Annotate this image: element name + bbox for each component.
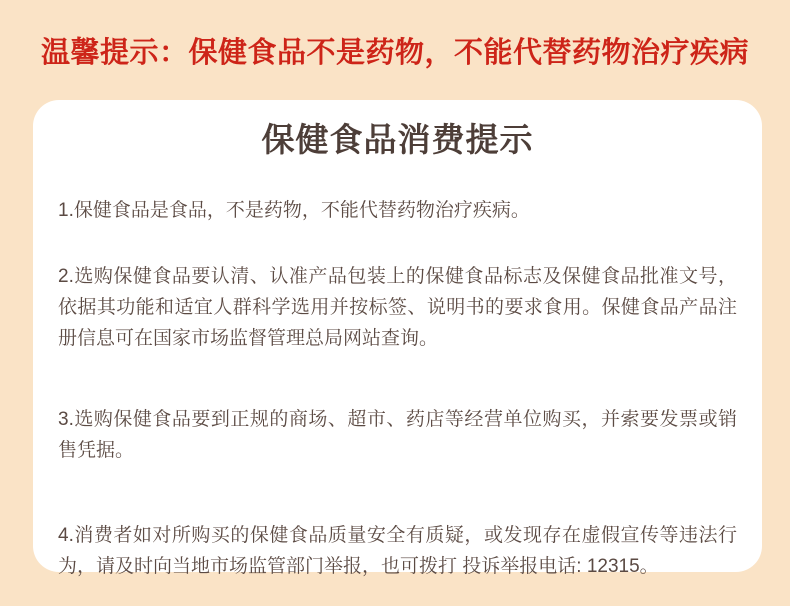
notice-paragraph-3: 3.选购保健食品要到正规的商场、超市、药店等经营单位购买，并索要发票或销售凭据。 [58,409,737,461]
notice-paragraph-1: 1.保健食品是食品，不是药物，不能代替药物治疗疾病。 [58,200,530,221]
notice-paragraph-4: 4.消费者如对所购买的保健食品质量安全有质疑，或发现存在虚假宣传等违法行为，请及时向当地市场监管部门举报，也可拨打 投诉举报电话: 12315。 [58,525,737,577]
notice-paragraph-2: 2.选购保健食品要认清、认准产品包装上的保健食品标志及保健食品批准文号，依据其功能和适宜人群科学选用并按标签、说明书的要求食用。保健食品产品注册信息可在国家市场监督管理总局网站查询。 [58,266,737,349]
warning-banner: 温馨提示：保健食品不是药物，不能代替药物治疗疾病 [40,37,749,69]
consumer-notice-card [33,100,762,577]
card-title: 保健食品消费提示 [261,121,534,158]
